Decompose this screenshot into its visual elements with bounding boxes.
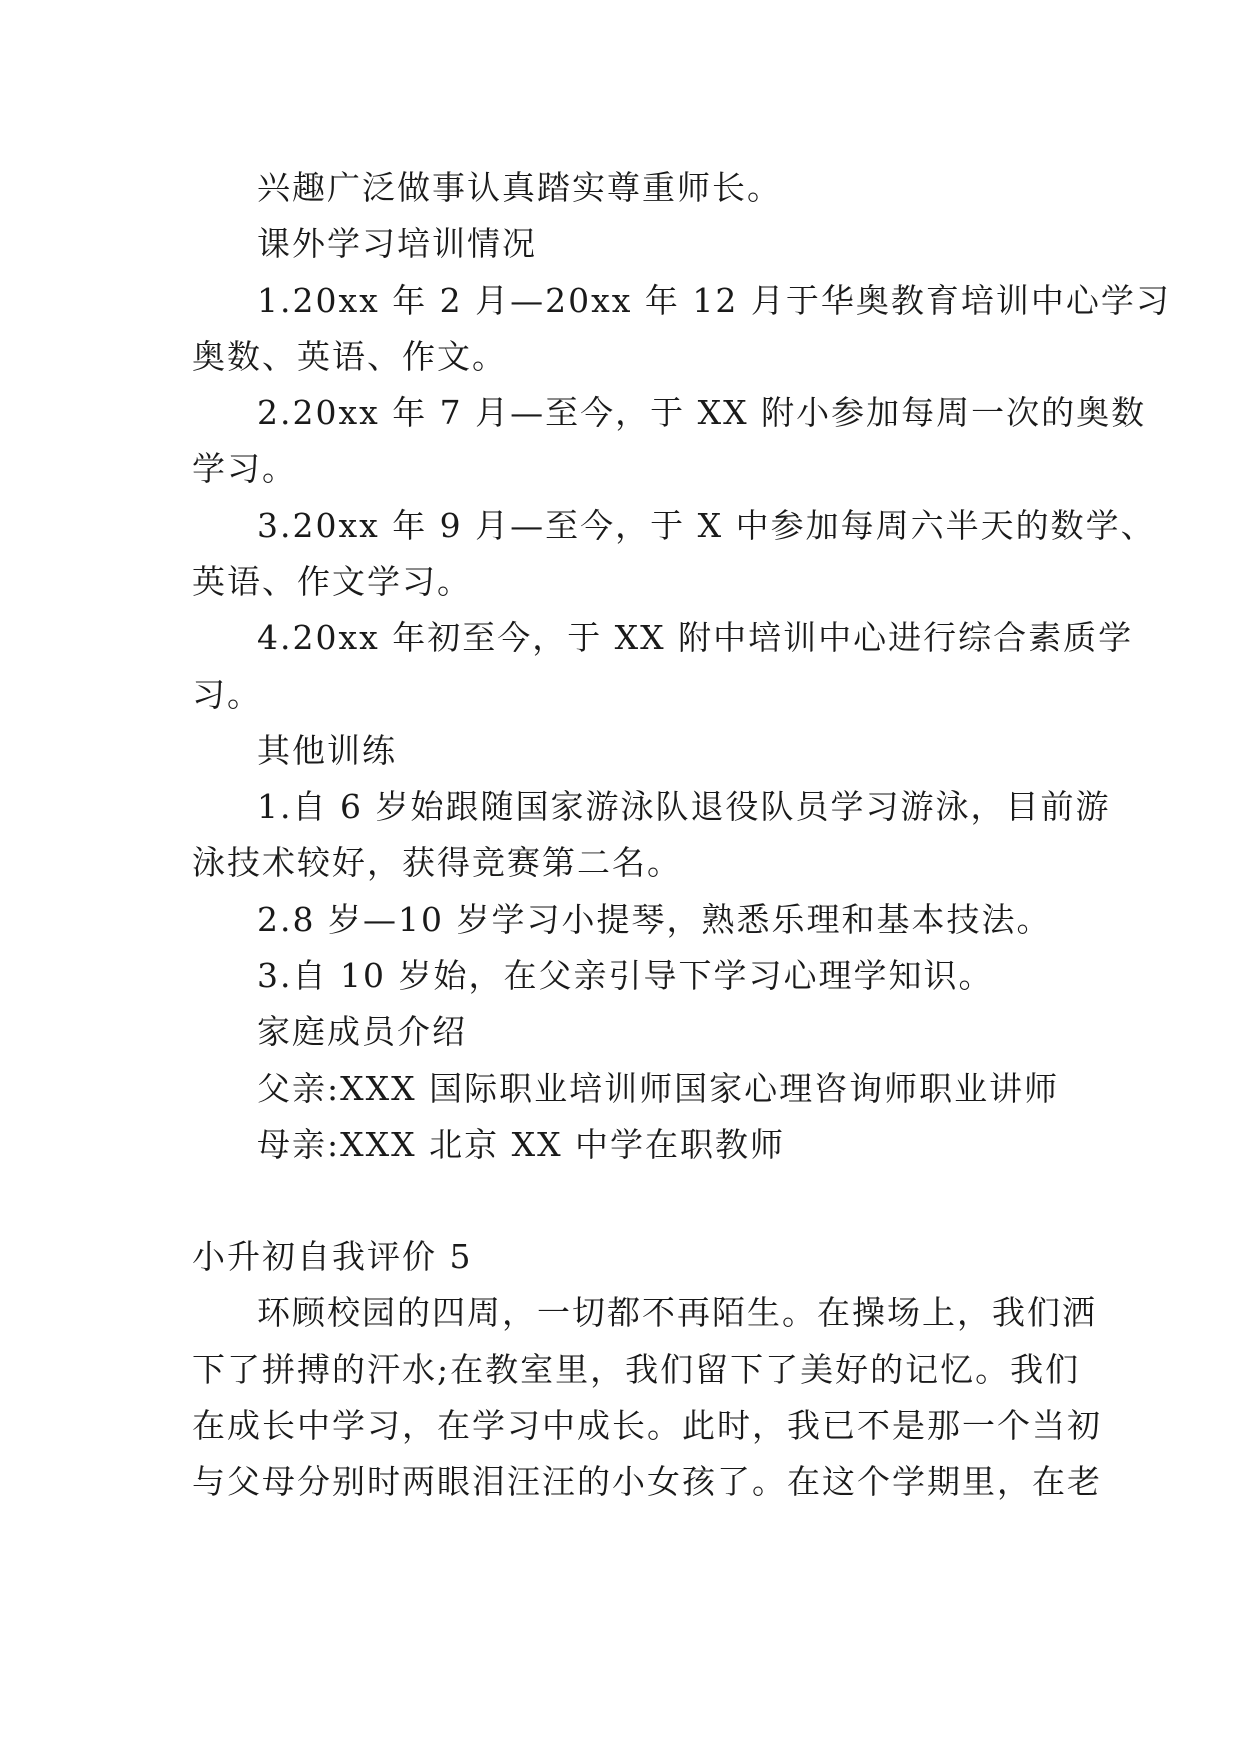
training-item-1-line-1: 1.20xx 年 2 月—20xx 年 12 月于华奥教育培训中心学习 — [257, 281, 1171, 320]
training-item-4-line-2: 习。 — [192, 675, 262, 714]
training-item-3-line-1: 3.20xx 年 9 月—至今，于 X 中参加每周六半天的数学、 — [257, 506, 1156, 545]
essay-para-1-line-2: 下了拼搏的汗水;在教室里，我们留下了美好的记忆。我们 — [192, 1350, 1081, 1389]
other-item-1-line-2: 泳技术较好，获得竞赛第二名。 — [192, 843, 682, 882]
family-father: 父亲:XXX 国际职业培训师国家心理咨询师职业讲师 — [257, 1069, 1060, 1108]
essay-para-1-line-3: 在成长中学习，在学习中成长。此时，我已不是那一个当初 — [192, 1406, 1102, 1445]
family-heading: 家庭成员介绍 — [257, 1012, 467, 1051]
training-item-4-line-1: 4.20xx 年初至今，于 XX 附中培训中心进行综合素质学 — [257, 618, 1134, 657]
training-item-3-line-2: 英语、作文学习。 — [192, 562, 472, 601]
other-item-3: 3.自 10 岁始，在父亲引导下学习心理学知识。 — [257, 956, 994, 995]
training-heading: 课外学习培训情况 — [257, 224, 537, 263]
training-item-1-line-2: 奥数、英语、作文。 — [192, 337, 507, 376]
training-item-2-line-1: 2.20xx 年 7 月—至今，于 XX 附小参加每周一次的奥数 — [257, 393, 1147, 432]
other-heading: 其他训练 — [257, 731, 397, 770]
training-item-2-line-2: 学习。 — [192, 449, 297, 488]
intro-line-1: 兴趣广泛做事认真踏实尊重师长。 — [257, 168, 782, 207]
essay-para-1-line-4: 与父母分别时两眼泪汪汪的小女孩了。在这个学期里，在老 — [192, 1462, 1102, 1501]
other-item-2: 2.8 岁—10 岁学习小提琴，熟悉乐理和基本技法。 — [257, 900, 1052, 939]
other-item-1-line-1: 1.自 6 岁始跟随国家游泳队退役队员学习游泳，目前游 — [257, 787, 1111, 826]
family-mother: 母亲:XXX 北京 XX 中学在职教师 — [257, 1125, 786, 1164]
essay-para-1-line-1: 环顾校园的四周，一切都不再陌生。在操场上，我们洒 — [257, 1293, 1097, 1332]
essay-title: 小升初自我评价 5 — [192, 1237, 473, 1276]
